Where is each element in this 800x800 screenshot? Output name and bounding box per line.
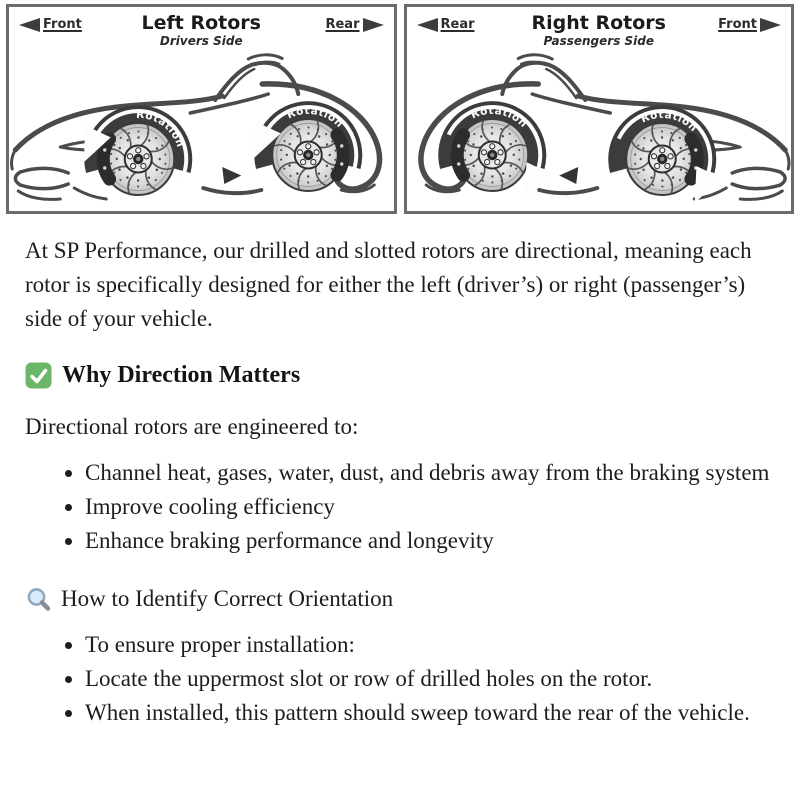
panel-title: Right Rotors xyxy=(531,12,666,34)
direction-label-text: Rear xyxy=(440,17,475,32)
car-illustration-left xyxy=(9,53,394,211)
panel-left-header xyxy=(9,7,394,53)
check-mark-emoji-icon xyxy=(25,362,52,389)
list-item: • Locate the uppermost slot or row of drilled holes on the rotor. xyxy=(85,662,772,696)
rotation-label: Rotation xyxy=(285,104,346,131)
section-heading-why-direction-matters xyxy=(25,358,772,392)
rotation-label: Rotation xyxy=(135,108,187,150)
rotation-label: Rotation xyxy=(638,108,700,135)
direction-label-text: Rear xyxy=(325,17,360,32)
direction-label-front xyxy=(718,17,781,32)
lead-paragraph: Directional rotors are engineered to: xyxy=(25,414,359,439)
direction-label-front xyxy=(19,17,82,32)
direction-label-text: Front xyxy=(43,17,82,32)
list-item: • Improve cooling efficiency xyxy=(85,490,772,524)
arrow-left-icon xyxy=(417,18,438,32)
arrow-left-icon xyxy=(19,18,40,32)
rotor-direction-diagram xyxy=(0,0,800,214)
panel-left-rotors xyxy=(6,4,397,214)
arrow-right-icon xyxy=(363,18,384,32)
section-heading-identify-orientation xyxy=(25,582,772,616)
panel-right-header xyxy=(407,7,792,53)
why-bullet-list xyxy=(25,456,772,558)
arrow-right-icon xyxy=(760,18,781,32)
section-title: Why Direction Matters xyxy=(62,362,301,388)
direction-label-text: Front xyxy=(718,17,757,32)
panel-subtitle: Drivers Side xyxy=(159,34,243,48)
article-body xyxy=(0,214,800,730)
car-illustration-right xyxy=(407,53,792,211)
list-item: • Enhance braking performance and longevity xyxy=(85,524,772,558)
section-title: How to Identify Correct Orientation xyxy=(61,586,394,611)
list-item: • When installed, this pattern should sweep toward the rear of the vehicle. xyxy=(85,696,772,730)
list-item: • To ensure proper installation: xyxy=(85,628,772,662)
magnifying-glass-emoji-icon xyxy=(25,586,52,613)
direction-label-rear xyxy=(417,17,475,32)
identify-bullet-list xyxy=(25,628,772,730)
panel-subtitle: Passengers Side xyxy=(543,34,655,48)
list-item: • Channel heat, gases, water, dust, and debris away from the braking system xyxy=(85,456,772,490)
direction-label-rear xyxy=(325,17,383,32)
panel-title: Left Rotors xyxy=(141,12,261,34)
panel-right-rotors xyxy=(404,4,795,214)
intro-paragraph: At SP Performance, our drilled and slotted rotors are directional, meaning each rotor is specifically designed for either the left (driver’s) or right (passenger’s) side of your vehicle. xyxy=(25,238,752,331)
rotation-label: Rotation xyxy=(468,104,530,131)
